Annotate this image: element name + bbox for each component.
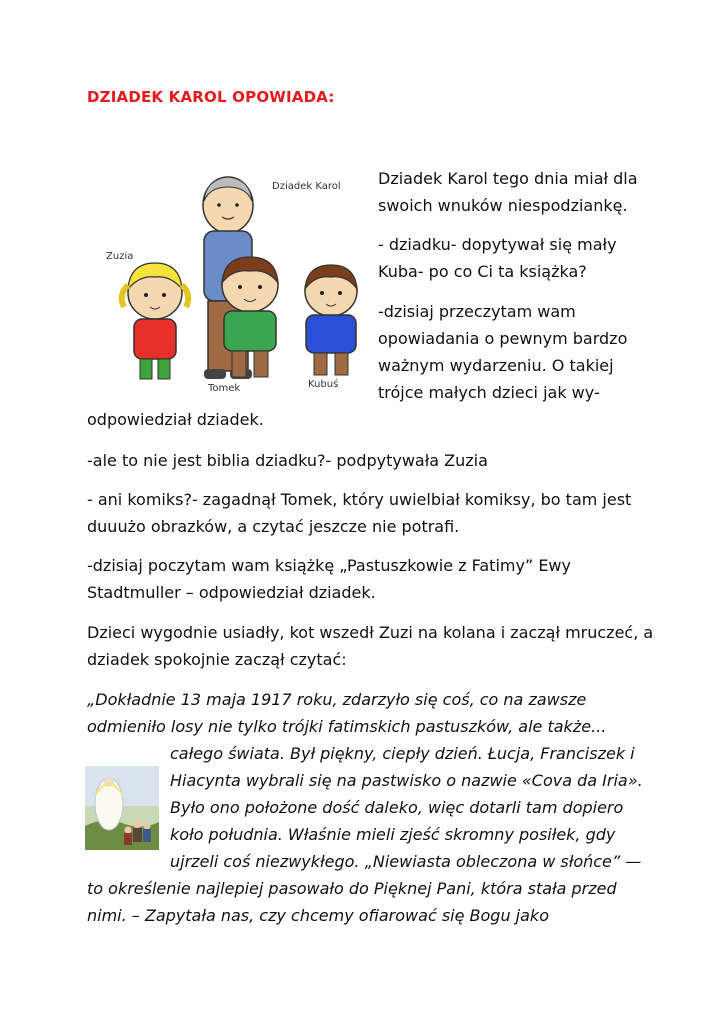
paragraph-line: - ani komiks?- zagadnął Tomek, który uwielbiał komiksy, bo tam jest	[87, 490, 632, 509]
paragraph-line: duuużo obrazków, a czytać jeszcze nie potrafi.	[87, 517, 460, 536]
zuzia-figure	[122, 263, 189, 379]
quote-line: „Dokładnie 13 maja 1917 roku, zdarzyło się coś, co na zawsze	[87, 690, 587, 709]
paragraph-line: -dzisiaj poczytam wam książkę „Pastuszkowie z Fatimy” Ewy	[87, 556, 571, 575]
right-line-1: Dziadek Karol tego dnia miał dla	[378, 169, 638, 188]
fatima-apparition-image	[85, 766, 159, 850]
right-line-7: ważnym wydarzeniu. O takiej	[378, 356, 614, 375]
paragraph-line: -ale to nie jest biblia dziadku?- podpytywała Zuzia	[87, 451, 488, 470]
paragraph-line: Stadtmuller – odpowiedział dziadek.	[87, 583, 376, 602]
right-line-2: swoich wnuków niespodziankę.	[378, 196, 628, 215]
quote-line: koło południa. Właśnie mieli zjeść skromny posiłek, gdy	[170, 825, 616, 844]
right-line-8: trójce małych dzieci jak wy-	[378, 383, 600, 402]
paragraph-line: odpowiedział dziadek.	[87, 410, 264, 429]
quote-line: Było ono położone dość daleko, więc dotarli tam dopiero	[170, 798, 624, 817]
family-illustration	[100, 165, 375, 395]
paragraph-line: dziadek spokojnie zaczął czytać:	[87, 650, 347, 669]
right-line-5: -dzisiaj przeczytam wam	[378, 302, 576, 321]
quote-line: Hiacynta wybrali się na pastwisko o nazwie «Cova da Iria».	[170, 771, 643, 790]
right-line-3: - dziadku- dopytywał się mały	[378, 235, 617, 254]
label-kubus: Kubuś	[308, 379, 339, 390]
quote-line: całego świata. Był piękny, ciepły dzień. Łucja, Franciszek i	[170, 744, 635, 763]
quote-line: ujrzeli coś niezwykłego. „Niewiasta obleczona w słońce” —	[170, 852, 642, 871]
quote-line: nimi. – Zapytała nas, czy chcemy ofiarować się Bogu jako	[87, 906, 549, 925]
quote-line: odmieniło losy nie tylko trójki fatimskich pastuszków, ale także...	[87, 717, 607, 736]
quote-line: to określenie najlepiej pasowało do Pięknej Pani, która stała przed	[87, 879, 617, 898]
right-line-6: opowiadania o pewnym bardzo	[378, 329, 628, 348]
label-tomek: Tomek	[208, 383, 241, 394]
right-line-4: Kuba- po co Ci ta książka?	[378, 262, 587, 281]
paragraph-line: Dzieci wygodnie usiadły, kot wszedł Zuzi na kolana i zaczął mruczeć, a	[87, 623, 654, 642]
label-grandpa: Dziadek Karol	[272, 181, 341, 192]
kubus-figure	[305, 265, 357, 375]
label-zuzia: Zuzia	[106, 251, 134, 262]
page-title: DZIADEK KAROL OPOWIADA:	[87, 88, 335, 106]
